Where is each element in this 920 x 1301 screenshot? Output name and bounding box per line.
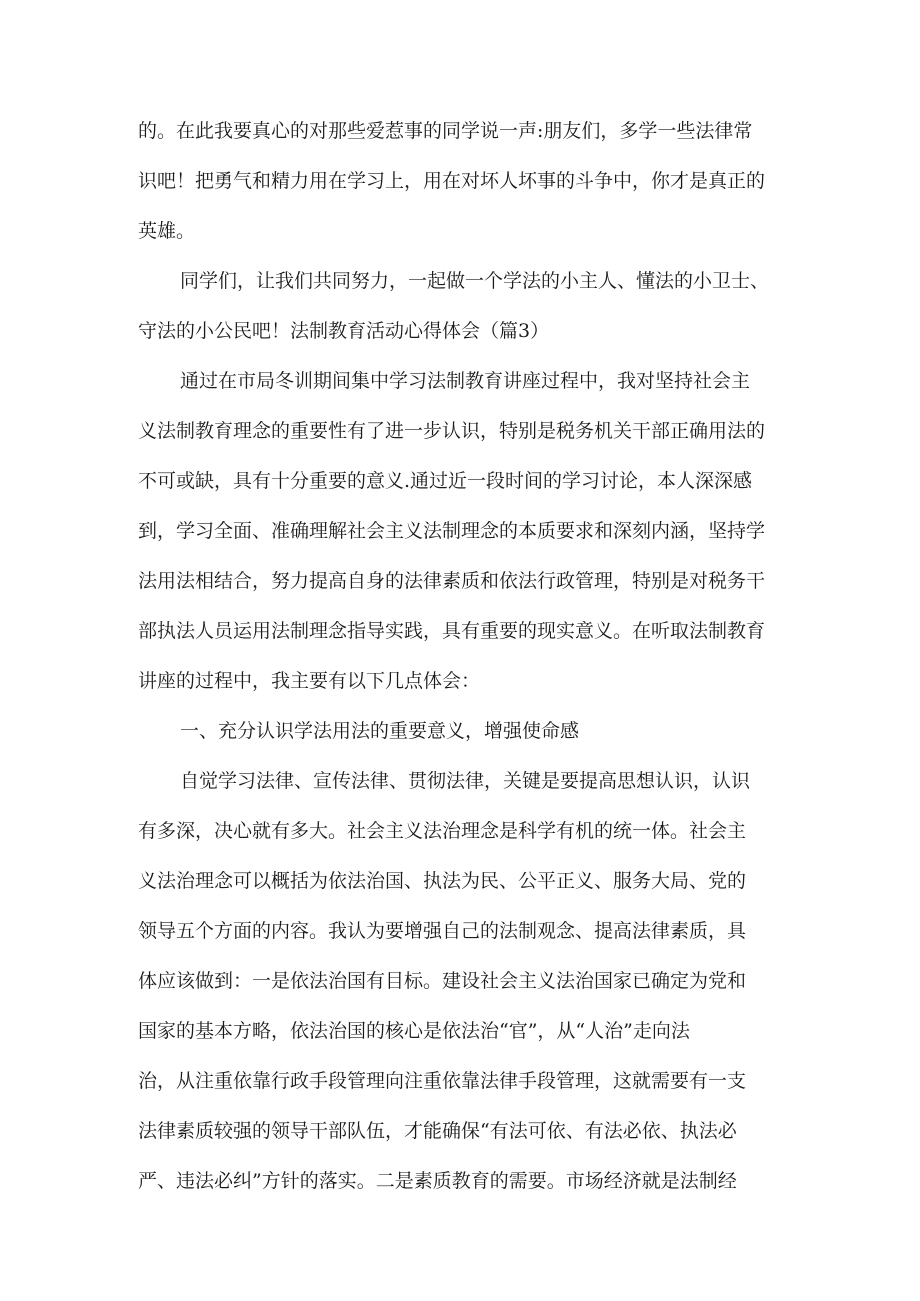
text-line: 部执法人员运用法制理念指导实践，具有重要的现实意义。在听取法制教育: [138, 620, 766, 642]
text-line: 领导五个方面的内容。我认为要增强自己的法制观念、提高法律素质，具: [138, 920, 747, 942]
text-line: 的。在此我要真心的对那些爱惹事的同学说一声:朋友们，多学一些法律常: [138, 120, 753, 142]
text-line: 英雄。: [138, 220, 196, 242]
text-line: 自觉学习法律、宣传法律、贯彻法律，关键是要提高思想认识，认识: [180, 770, 751, 792]
text-line: 识吧！把勇气和精力用在学习上，用在对坏人坏事的斗争中，你才是真正的: [138, 170, 766, 192]
text-line: 守法的小公民吧！法制教育活动心得体会（篇3）: [138, 320, 550, 342]
text-line: 法用法相结合，努力提高自身的法律素质和依法行政管理，特别是对税务干: [138, 570, 766, 592]
text-line: 不可或缺，具有十分重要的意义.通过近一段时间的学习讨论，本人深深感: [138, 470, 753, 492]
text-line: 治，从注重依靠行政手段管理向注重依靠法律手段管理，这就需要有一支: [138, 1070, 747, 1092]
text-line: 体应该做到：一是依法治国有目标。建设社会主义法治国家已确定为党和: [138, 970, 747, 992]
section-heading: 一、充分认识学法用法的重要意义，增强使命感: [180, 720, 580, 742]
text-line: 法律素质较强的领导干部队伍，才能确保“有法可依、有法必依、执法必: [138, 1120, 737, 1142]
text-line: 义法制教育理念的重要性有了进一步认识，特别是税务机关干部正确用法的: [138, 420, 766, 442]
text-line: 义法治理念可以概括为依法治国、执法为民、公平正义、服务大局、党的: [138, 870, 747, 892]
text-line: 同学们，让我们共同努力，一起做一个学法的小主人、懂法的小卫士、: [180, 270, 770, 292]
text-line: 讲座的过程中，我主要有以下几点体会：: [138, 670, 481, 692]
text-line: 通过在市局冬训期间集中学习法制教育讲座过程中，我对坚持社会主: [180, 370, 751, 392]
text-line: 严、违法必纠”方针的落实。二是素质教育的需要。市场经济就是法制经: [138, 1170, 737, 1192]
text-line: 有多深，决心就有多大。社会主义法治理念是科学有机的统一体。社会主: [138, 820, 747, 842]
text-line: 到，学习全面、准确理解社会主义法制理念的本质要求和深刻内涵，坚持学: [138, 520, 766, 542]
text-line: 国家的基本方略，依法治国的核心是依法治“官”，从“人治”走向法: [138, 1020, 690, 1042]
